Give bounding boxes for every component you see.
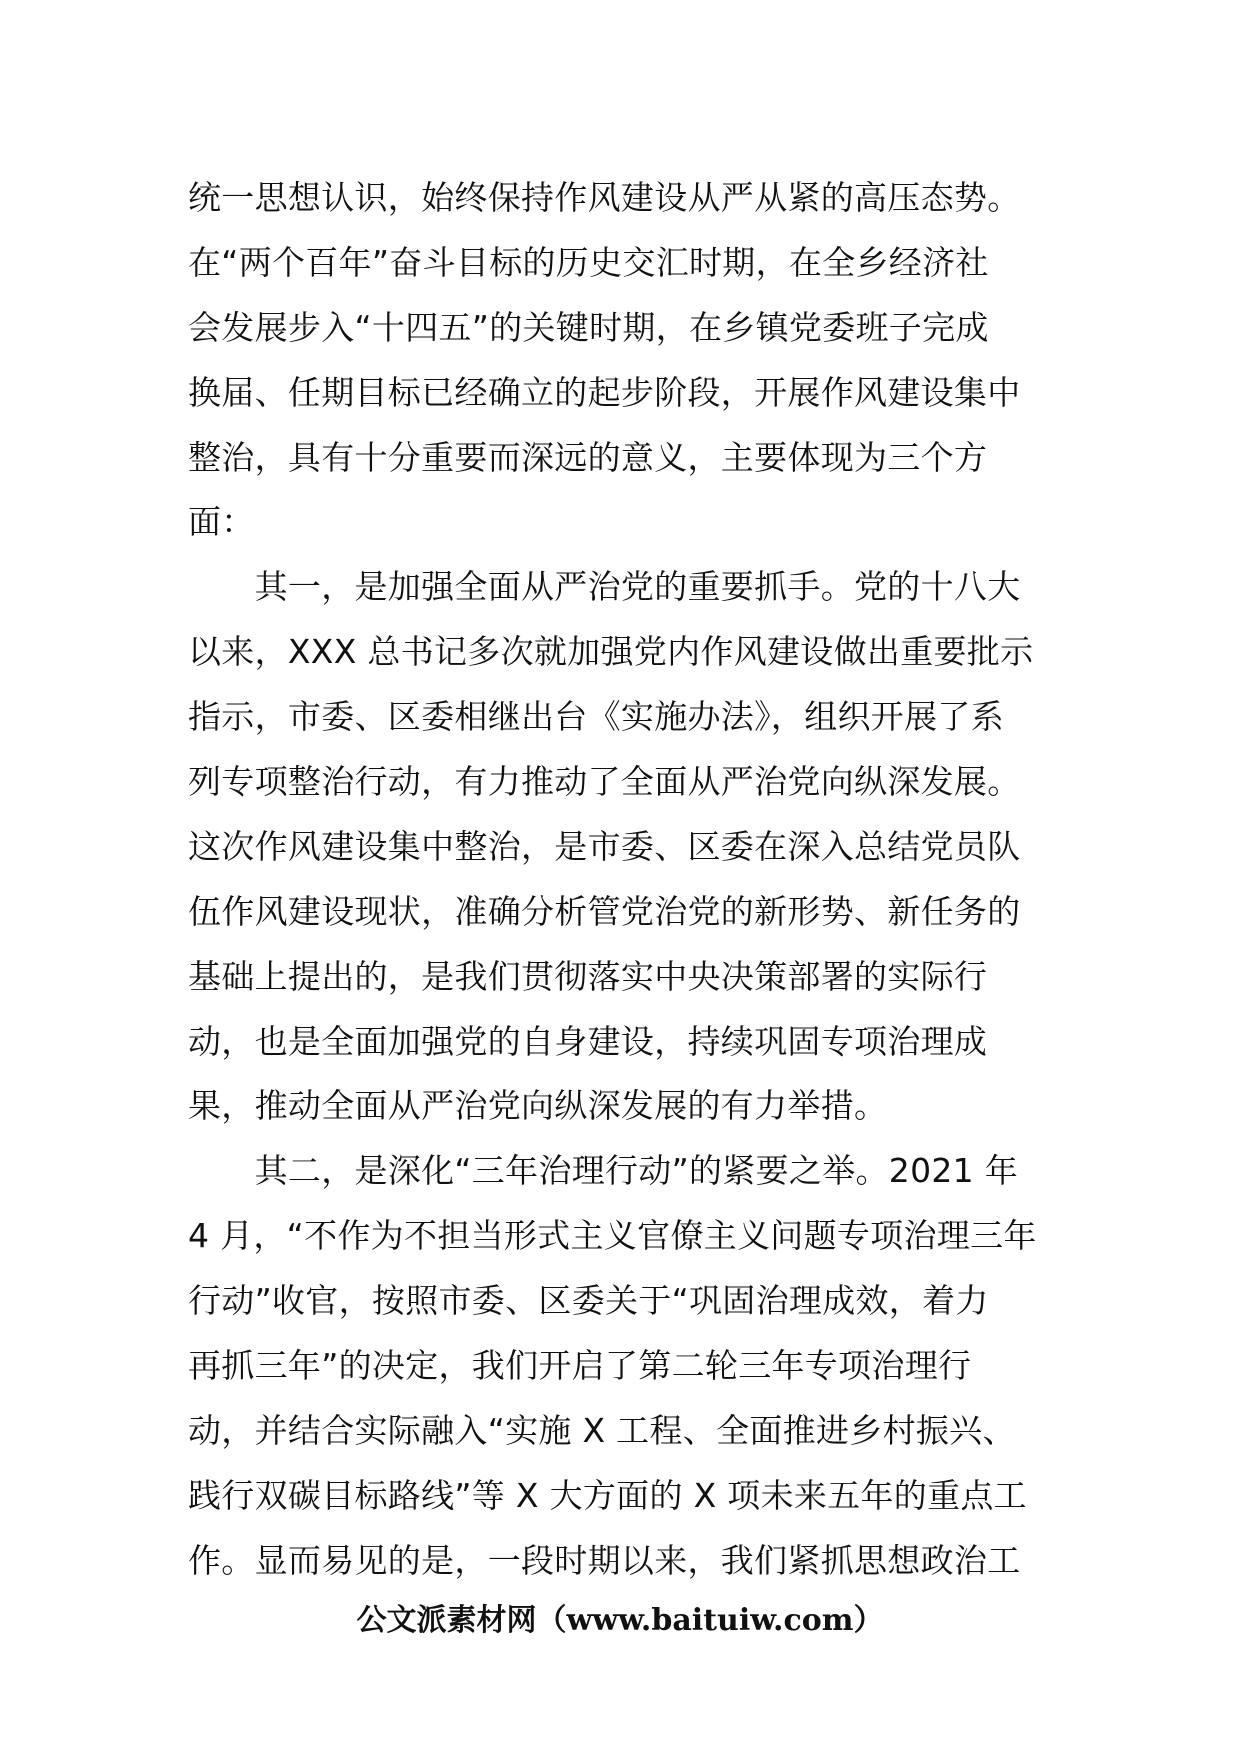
text-line: 列专项整治行动，有力推动了全面从严治党向纵深发展。 — [188, 762, 1021, 802]
body-text — [188, 166, 1054, 1594]
text-line: 动，并结合实际融入“实施 X 工程、全面推进乡村振兴、 — [188, 1410, 1016, 1450]
text-line: 面： — [188, 502, 255, 542]
text-line: 整治，具有十分重要而深远的意义，主要体现为三个方 — [188, 437, 988, 477]
text-line: 指示，市委、区委相继出台《实施办法》，组织开展了系 — [188, 697, 1004, 737]
text-line: 基础上提出的，是我们贯彻落实中央决策部署的实际行 — [188, 956, 988, 996]
text-line: 再抓三年”的决定，我们开启了第二轮三年专项治理行 — [188, 1346, 972, 1386]
text-line: 动，也是全面加强党的自身建设，持续巩固专项治理成 — [188, 1021, 988, 1061]
footer-watermark: 公文派素材网（www.baituiw.com） — [356, 1603, 884, 1638]
text-line: 换届、任期目标已经确立的起步阶段，开展作风建设集中 — [188, 372, 1021, 412]
text-line: 行动”收官，按照市委、区委关于“巩固治理成效，着力 — [188, 1281, 989, 1321]
text-line: 伍作风建设现状，准确分析管党治党的新形势、新任务的 — [188, 891, 1021, 931]
text-line: 作。显而易见的是，一段时期以来，我们紧抓思想政治工 — [188, 1540, 1021, 1580]
text-line: 践行双碳目标路线”等 X 大方面的 X 项未来五年的重点工 — [188, 1475, 1027, 1515]
text-line: 这次作风建设集中整治，是市委、区委在深入总结党员队 — [188, 826, 1021, 866]
text-line: 其一，是加强全面从严治党的重要抓手。党的十八大 — [188, 567, 1021, 607]
text-line: 4 月，“不作为不担当形式主义官僚主义问题专项治理三年 — [188, 1216, 1037, 1256]
text-line: 统一思想认识，始终保持作风建设从严从紧的高压态势。 — [188, 178, 1021, 217]
text-line: 果，推动全面从严治党向纵深发展的有力举措。 — [188, 1086, 888, 1126]
text-line: 以来，XXX 总书记多次就加强党内作风建设做出重要批示 — [188, 632, 1034, 672]
text-line: 其二，是深化“三年治理行动”的紧要之举。2021 年 — [188, 1151, 1019, 1191]
text-line: 在“两个百年”奋斗目标的历史交汇时期，在全乡经济社 — [188, 242, 989, 282]
text-line: 会发展步入“十四五”的关键时期，在乡镇党委班子完成 — [188, 307, 989, 347]
